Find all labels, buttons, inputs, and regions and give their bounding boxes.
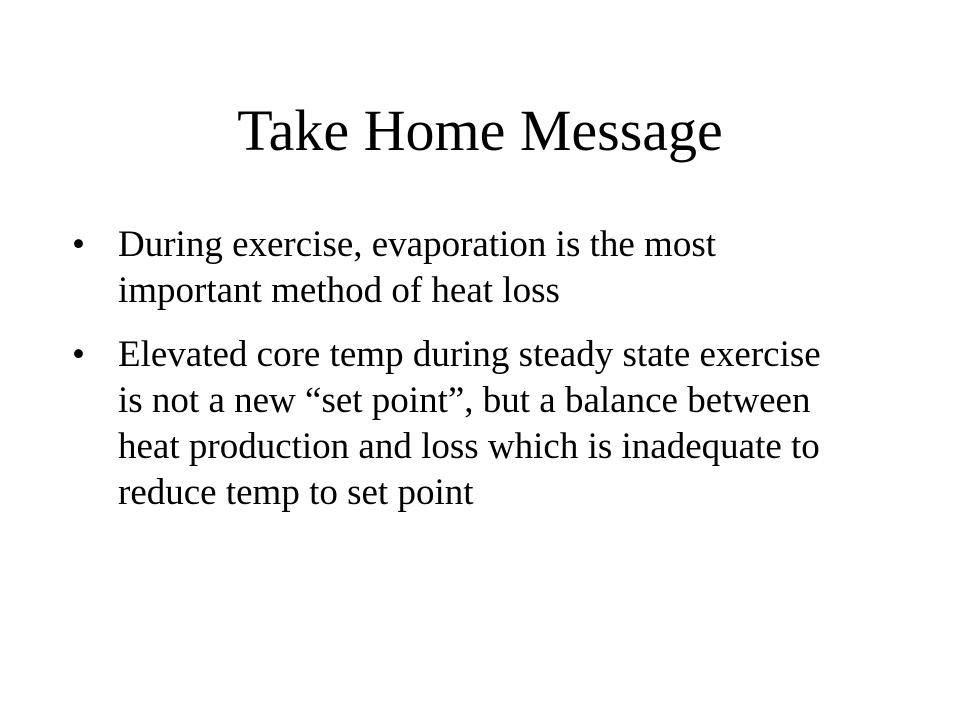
bullet-list	[72, 222, 852, 534]
bullet-item-1	[72, 222, 852, 314]
bullet-text-1: During exercise, evaporation is the most important method of heat loss	[118, 224, 716, 311]
bullet-item-2	[72, 332, 852, 516]
bullet-icon: •	[72, 224, 85, 265]
slide-title: Take Home Message	[237, 98, 723, 163]
bullet-icon: •	[72, 334, 85, 375]
bullet-text-2: Elevated core temp during steady state exercise is not a new “set point”, but a balance between heat production and loss which is inadequate to reduce temp to set point	[118, 334, 821, 513]
